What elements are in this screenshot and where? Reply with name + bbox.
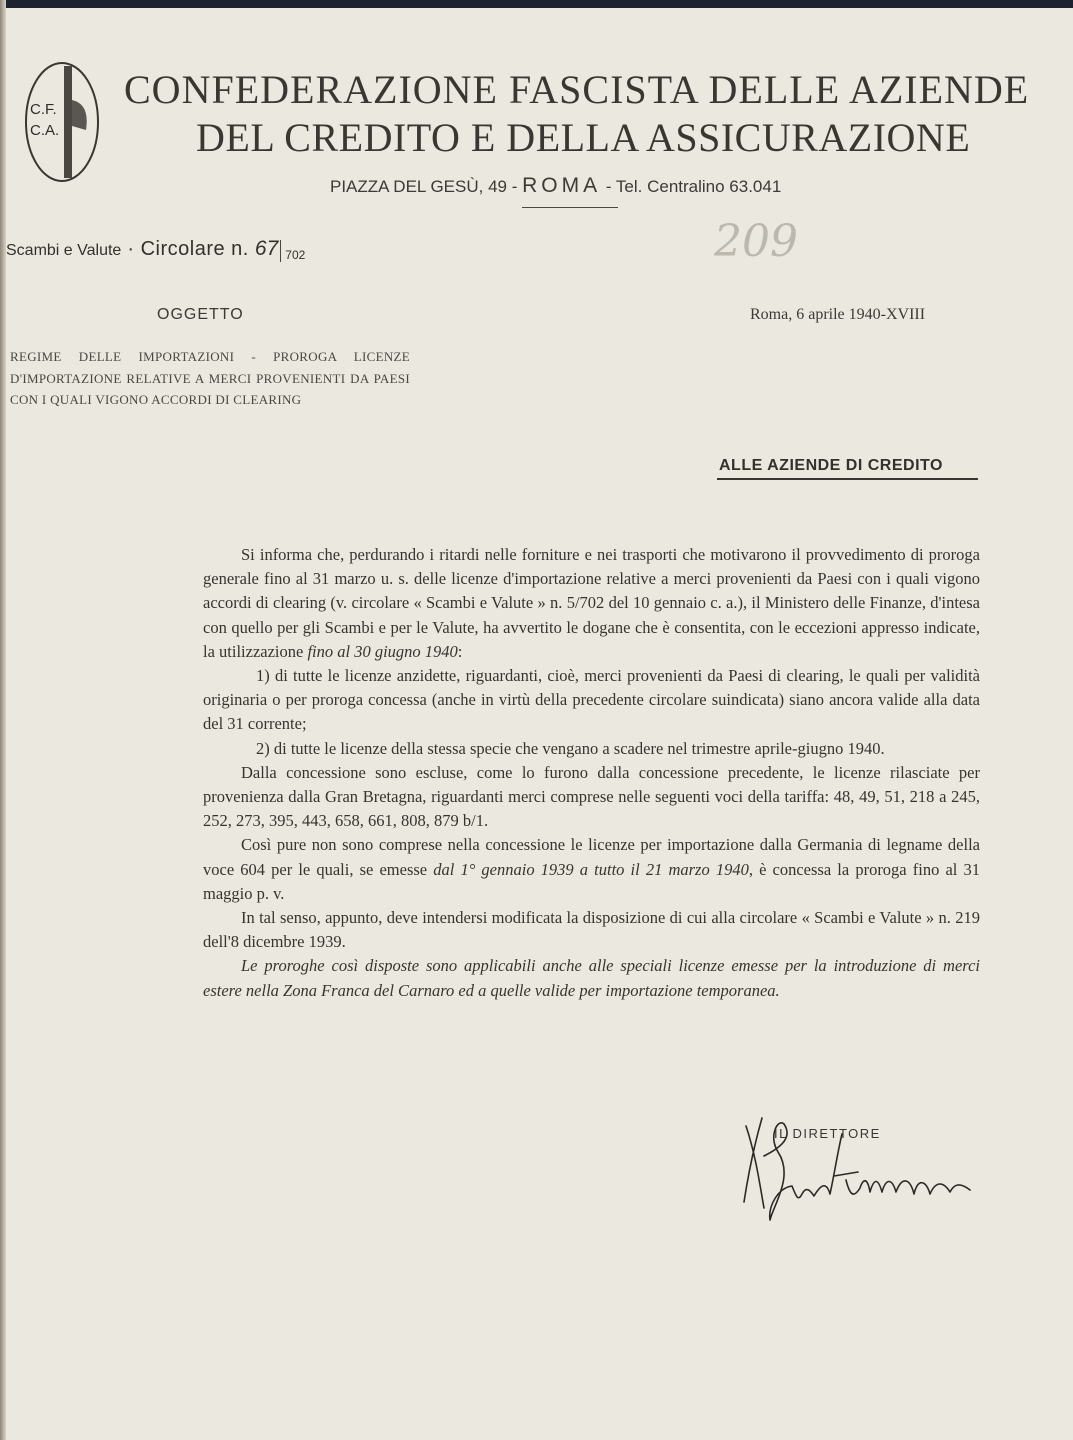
- confederation-logo: [24, 60, 100, 184]
- circular-sub-number: 702: [285, 248, 306, 262]
- body-paragraph-closing: Le proroghe così disposte sono applicabili anche alle speciali licenze emesse per la introduzione di merci estere nella Zona Franca del Carnaro ed a quelle valide per importazione temporanea.: [203, 956, 980, 1000]
- org-address: [330, 174, 781, 198]
- circular-number: 67: [254, 237, 279, 260]
- body-item-2: 2) di tutte le licenze della stessa specie che vengano a scadere nel trimestre aprile-giugno 1940.: [256, 738, 885, 758]
- body-paragraph-intro: [203, 543, 980, 664]
- body-paragraph-exclusions: Dalla concessione sono escluse, come lo furono dalla concessione precedente, le licenze rilasciate per provenienza dalla Gran Bretagna, riguardanti merci comprese nelle seguenti voci della tariffa: 48, 49, 51, 218 a 245, 252, 273, 395, 443, 658, 661, 808, 879 b/1.: [203, 762, 980, 831]
- circular-reference: [6, 237, 305, 262]
- germany-period: dal 1° gennaio 1939 a tutto il 21 marzo 1940: [433, 859, 749, 879]
- address-prefix: PIAZZA DEL GESÙ, 49 -: [330, 177, 523, 196]
- body-item-1: 1) di tutte le licenze anzidette, riguardanti, cioè, merci provenienti da Paesi di clearing, le quali per validità originaria o per proroga concessa (anche in virtù della precedente circolare suindicata) siano ancora valide alla data del 31 corrente;: [203, 666, 980, 734]
- circular-series: Scambi e Valute: [6, 242, 122, 259]
- org-name-line2: DEL CREDITO E DELLA ASSICURAZIONE: [196, 115, 971, 160]
- intro-end: :: [457, 641, 463, 661]
- subject-label: OGGETTO: [157, 306, 244, 323]
- subject-text: REGIME DELLE IMPORTAZIONI - PROROGA LICENZE D'IMPORTAZIONE RELATIVE A MERCI PROVENIENTI DA PAESI CON I QUALI VIGONO ACCORDI DI CLEARING: [10, 349, 410, 408]
- germany-end: , è concessa la proroga fino al 31 maggio p. v.: [203, 859, 980, 903]
- signature-title: IL DIRETTORE: [774, 1126, 881, 1141]
- signature-block: [734, 1116, 994, 1226]
- scan-top-border: [0, 0, 1073, 8]
- circular-label: Circolare n.: [140, 238, 255, 260]
- circular-separator: ·: [121, 238, 141, 260]
- circular-divider: [280, 240, 281, 262]
- header-divider: [522, 207, 618, 208]
- org-name-line1: CONFEDERAZIONE FASCISTA DELLE AZIENDE: [124, 67, 1030, 112]
- intro-deadline: fino al 30 giugno 1940: [307, 641, 458, 661]
- handwritten-archive-number: 209: [714, 216, 798, 267]
- letter-body: [203, 543, 980, 1003]
- logo-text-cf: C.F.: [30, 101, 57, 118]
- recipient-underline: [717, 478, 978, 480]
- body-paragraph-germany: [203, 833, 980, 906]
- address-city: ROMA: [522, 174, 602, 197]
- letter-date: Roma, 6 aprile 1940-XVIII: [750, 306, 926, 323]
- recipient: ALLE AZIENDE DI CREDITO: [719, 457, 943, 474]
- germany-text: Così pure non sono comprese nella concessione le licenze per importazione dalla Germania di legname della voce 604 per le quali, se emesse: [203, 835, 980, 879]
- body-paragraph-modification: In tal senso, appunto, deve intendersi modificata la disposizione di cui alla circolare « Scambi e Valute » n. 219 dell'8 dicembre 1939.: [203, 908, 980, 952]
- address-phone: - Tel. Centralino 63.041: [601, 177, 782, 196]
- logo-text-ca: C.A.: [30, 122, 60, 139]
- intro-text: Si informa che, perdurando i ritardi nelle forniture e nei trasporti che motivarono il provvedimento di proroga generale fino al 31 marzo u. s. delle licenze d'importazione relative a merci provenienti da Paesi con i quali vigono accordi di clearing (v. circolare « Scambi e Valute » n. 5/702 del 10 gennaio c. a.), il Ministero delle Finanze, d'intesa con quello per gli Scambi e per le Valute, ha avvertito le dogane che è consentita, con le eccezioni appresso indicate, la utilizzazione: [203, 545, 980, 661]
